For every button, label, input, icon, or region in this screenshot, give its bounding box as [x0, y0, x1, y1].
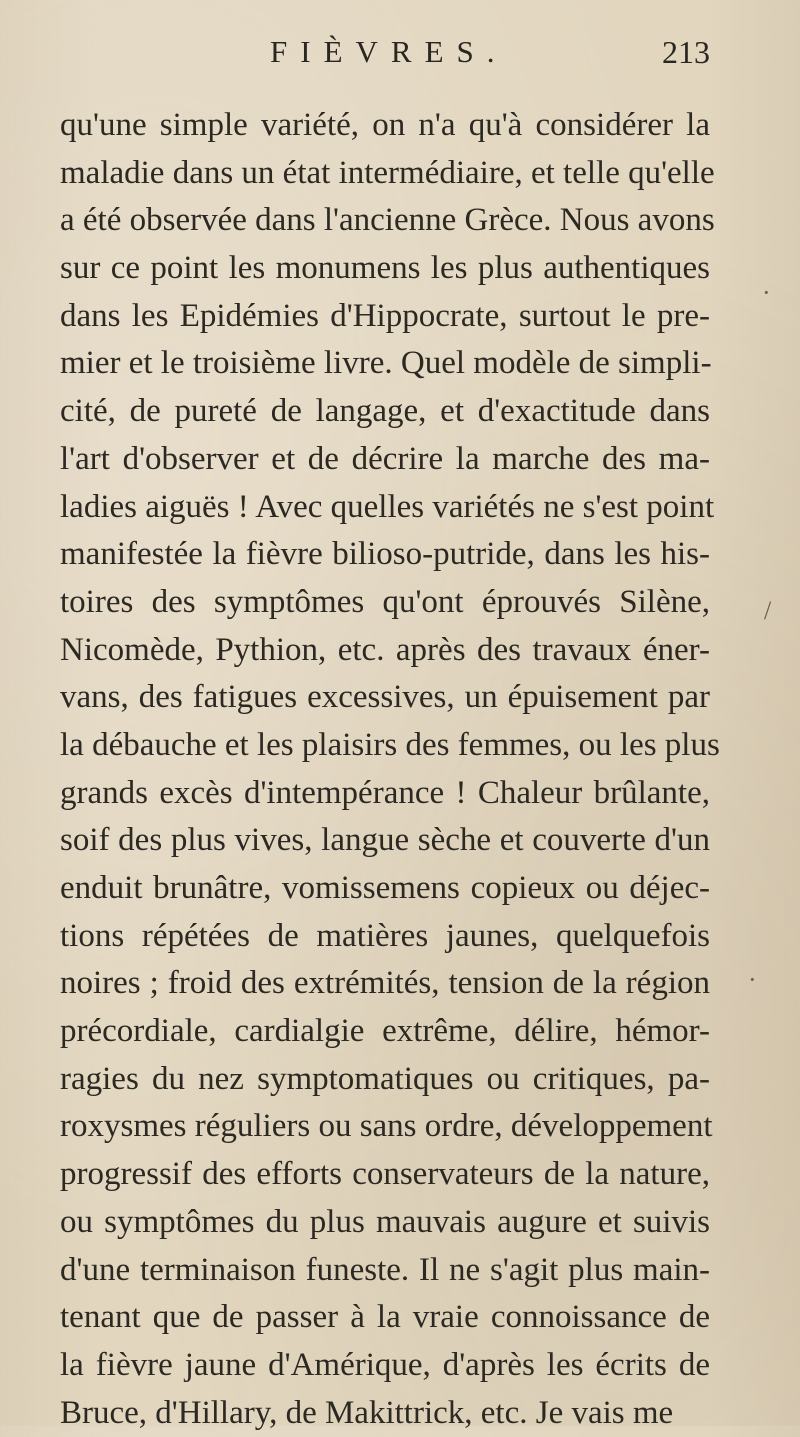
text-line: a été observée dans l'ancienne Grèce. Nous avons — [60, 202, 715, 239]
margin-mark: · — [748, 965, 757, 994]
text-line: tions répétées de matières jaunes, quelquefois — [60, 917, 710, 954]
text-line: la débauche et les plaisirs des femmes, ou les plus — [60, 726, 720, 763]
text-line: mier et le troisième livre. Quel modèle de simpli- — [60, 345, 712, 382]
text-line: dans les Epidémies d'Hippocrate, surtout le pre- — [60, 297, 710, 334]
text-line: maladie dans un état intermédiaire, et telle qu'elle — [60, 154, 715, 191]
text-line: d'une terminaison funeste. Il ne s'agit plus main- — [60, 1251, 710, 1288]
text-line: tenant que de passer à la vraie connoissance de — [60, 1299, 710, 1336]
page-number: 213 — [662, 34, 710, 70]
text-line: roxysmes réguliers ou sans ordre, développement — [60, 1108, 713, 1145]
body-text — [60, 102, 720, 1437]
text-line: la fièvre jaune d'Amérique, d'après les écrits de — [60, 1346, 710, 1383]
text-line: qu'une simple variété, on n'a qu'à considérer la — [60, 107, 710, 143]
text-line: sur ce point les monumens les plus authentiques — [60, 250, 710, 287]
margin-mark: / — [764, 596, 772, 625]
text-line: grands excès d'intempérance ! Chaleur brûlante, — [60, 774, 710, 811]
text-line: Nicomède, Pythion, etc. après des travaux éner- — [60, 631, 710, 668]
text-line: vans, des fatigues excessives, un épuisement par — [60, 679, 710, 716]
text-line: ladies aiguës ! Avec quelles variétés ne s'est point — [60, 488, 715, 525]
text-line: ou symptômes du plus mauvais augure et suivis — [60, 1203, 710, 1240]
text-line: l'art d'observer et de décrire la marche des ma- — [60, 440, 710, 477]
text-line: noires ; froid des extrémités, tension de la région — [60, 965, 710, 1002]
running-head — [58, 28, 710, 78]
text-line: cité, de pureté de langage, et d'exactitude dans — [60, 393, 710, 430]
margin-mark: · — [762, 278, 771, 307]
text-line: ragies du nez symptomatiques ou critiques, pa- — [60, 1060, 710, 1097]
text-line: soif des plus vives, langue sèche et couverte d'un — [60, 822, 710, 859]
text-line: Bruce, d'Hillary, de Makittrick, etc. Je vais me — [60, 1394, 674, 1431]
text-line: manifestée la fièvre bilioso-putride, dans les his- — [60, 536, 710, 573]
header-title: FIÈVRES. — [270, 34, 508, 69]
text-line: toires des symptômes qu'ont éprouvés Silène, — [60, 583, 710, 620]
text-line: enduit brunâtre, vomissemens copieux ou déjec- — [60, 870, 710, 906]
text-line: précordiale, cardialgie extrême, délire, hémor- — [60, 1013, 710, 1050]
text-line: progressif des efforts conservateurs de la nature, — [60, 1156, 710, 1193]
